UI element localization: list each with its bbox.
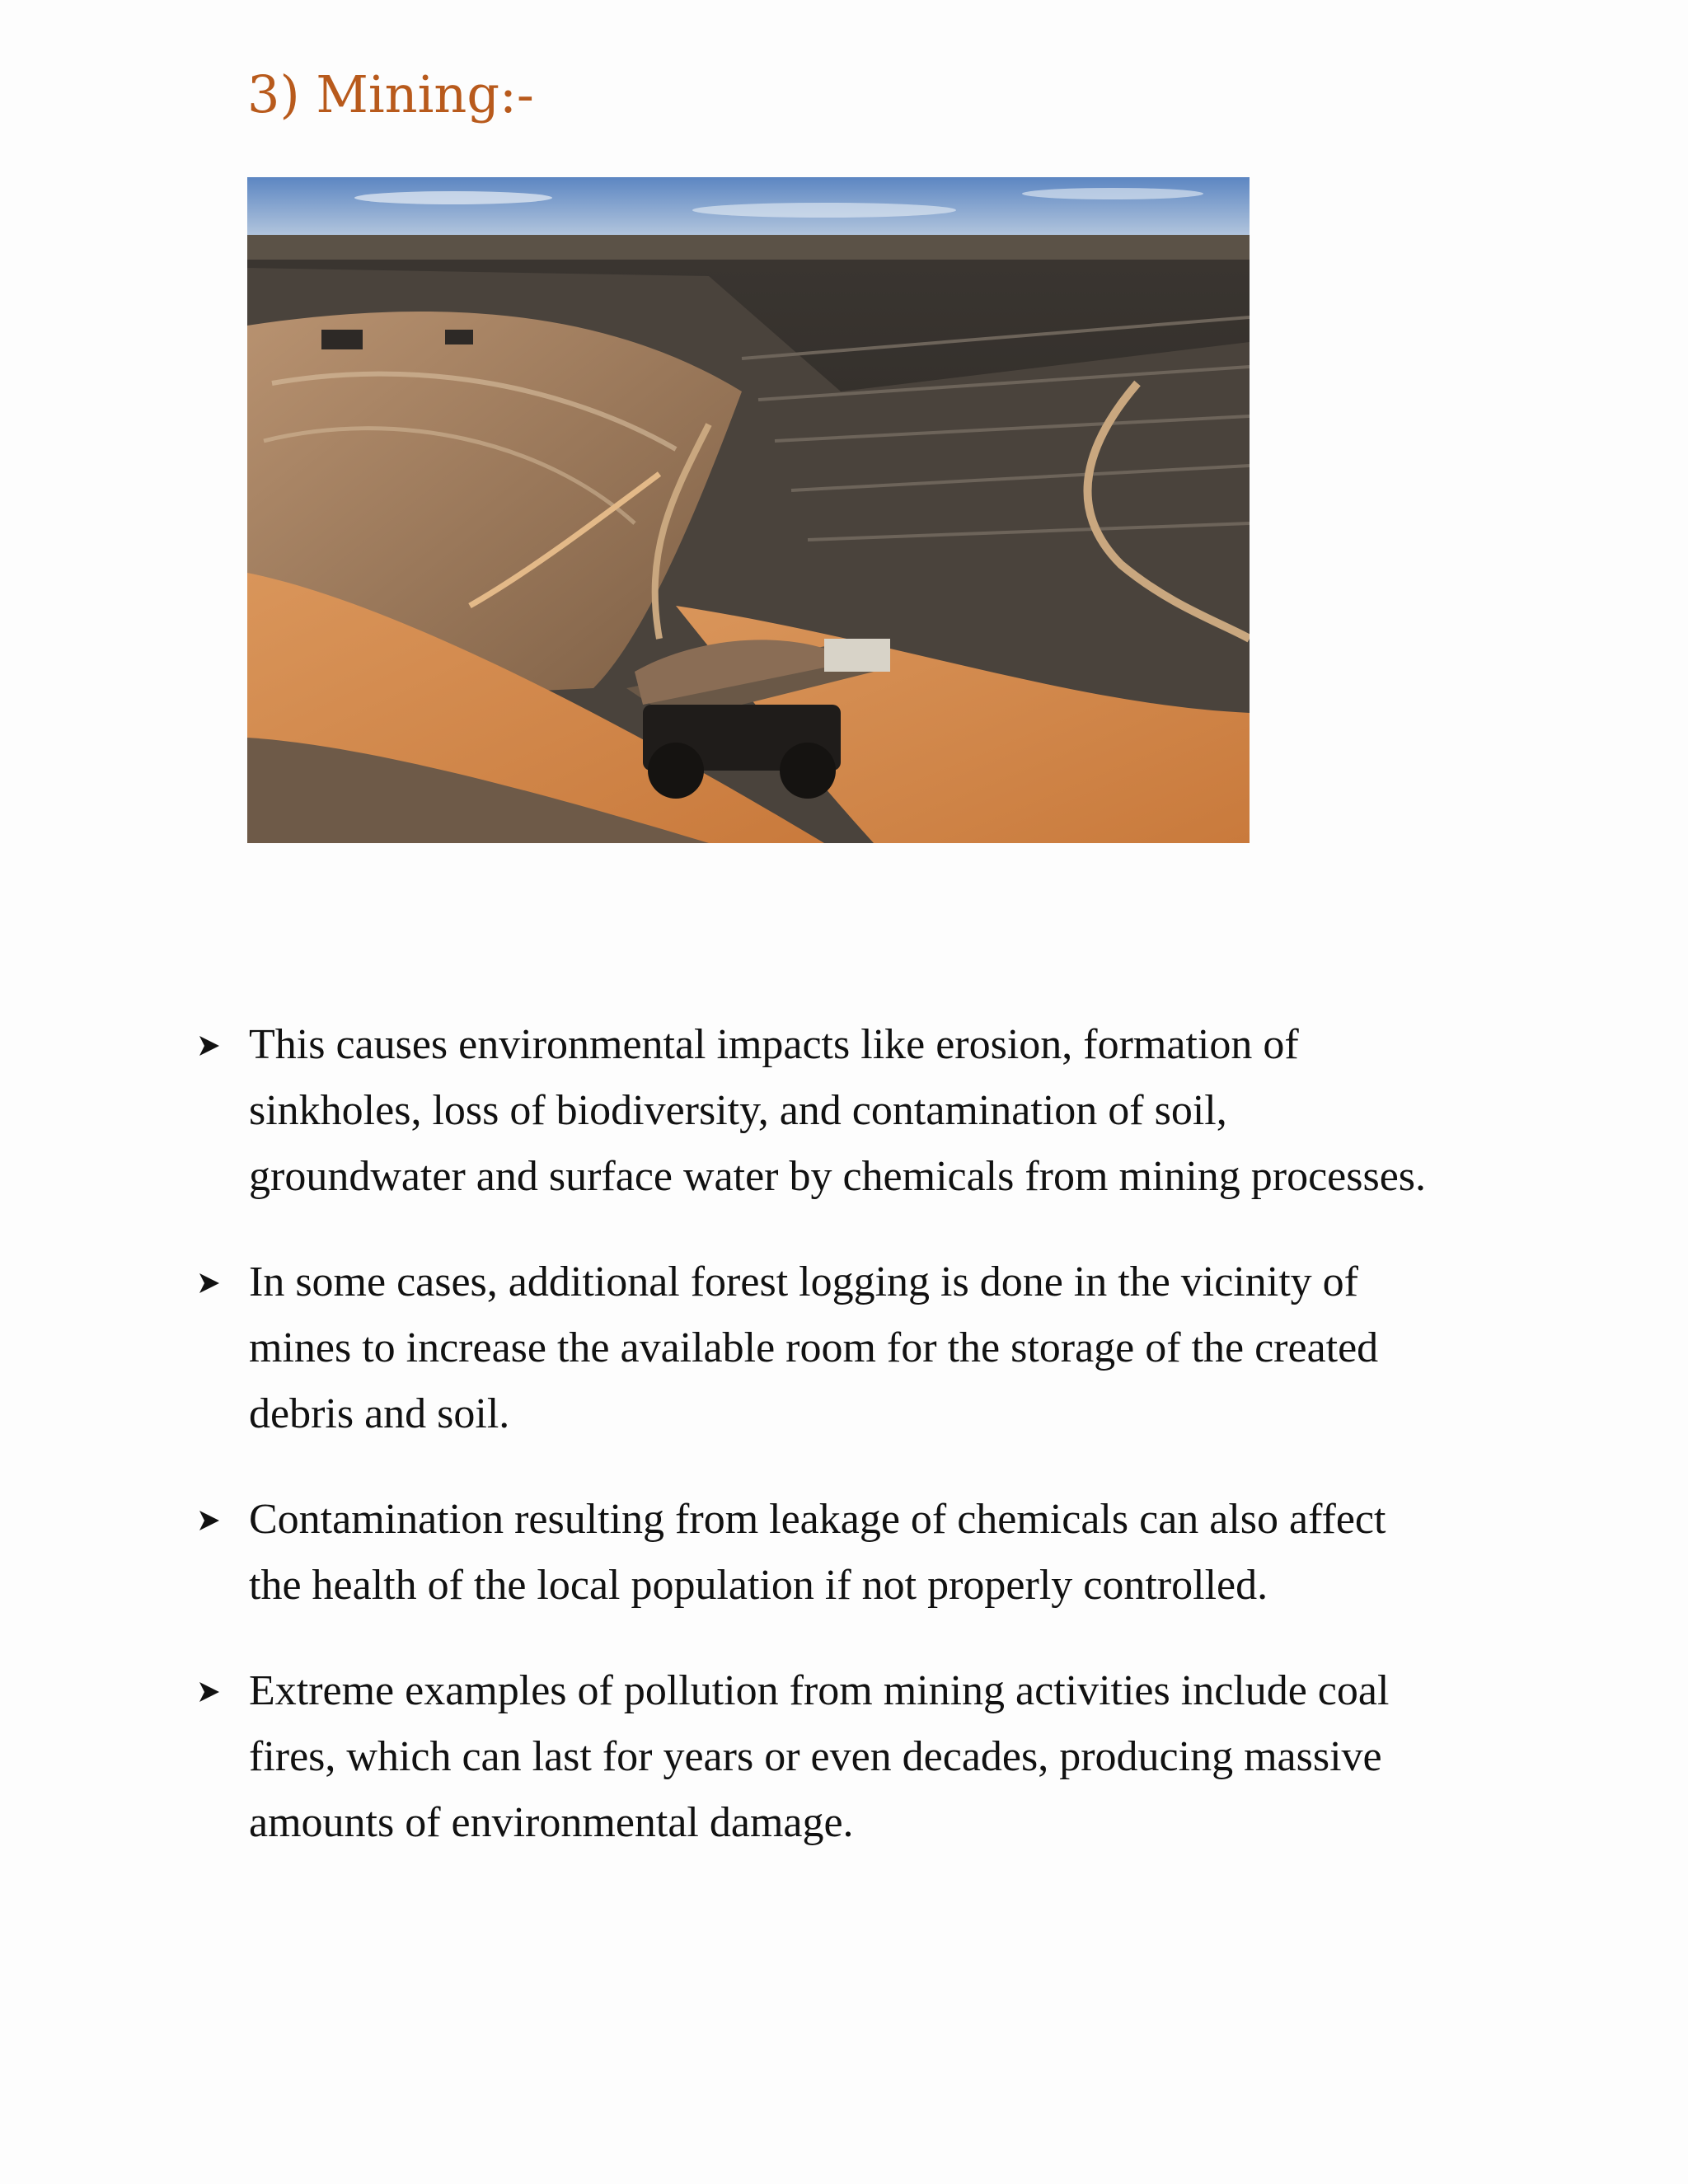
bullet-list [198, 1012, 1517, 1896]
bullet-line: mines to increase the available room for the storage of the created [249, 1324, 1379, 1371]
bullet-line: debris and soil. [249, 1390, 510, 1437]
bullet-line: Contamination resulting from leakage of chemicals can also affect [249, 1496, 1386, 1543]
list-item [198, 1487, 1517, 1619]
arrow-bullet-icon [198, 1272, 221, 1295]
bullet-line: sinkholes, loss of biodiversity, and contamination of soil, [249, 1087, 1227, 1134]
bullet-line: Extreme examples of pollution from mining activities include coal [249, 1667, 1390, 1714]
arrow-bullet-icon [198, 1034, 221, 1057]
bullet-line: amounts of environmental damage. [249, 1799, 854, 1846]
section-heading: 3) Mining:- [247, 64, 534, 124]
arrow-bullet-icon [198, 1680, 221, 1704]
open-pit-mine-photo [247, 177, 1250, 843]
bullet-line: fires, which can last for years or even decades, producing massive [249, 1733, 1382, 1780]
list-item [198, 1249, 1517, 1447]
bullet-line: the health of the local population if not properly controlled. [249, 1562, 1268, 1609]
bullet-line: This causes environmental impacts like erosion, formation of [249, 1021, 1299, 1068]
list-item [198, 1012, 1517, 1210]
arrow-bullet-icon [198, 1509, 221, 1532]
bullet-line: groundwater and surface water by chemicals from mining processes. [249, 1153, 1427, 1200]
bullet-line: In some cases, additional forest logging is done in the vicinity of [249, 1258, 1358, 1305]
mine-illustration [247, 177, 1250, 843]
list-item [198, 1658, 1517, 1856]
